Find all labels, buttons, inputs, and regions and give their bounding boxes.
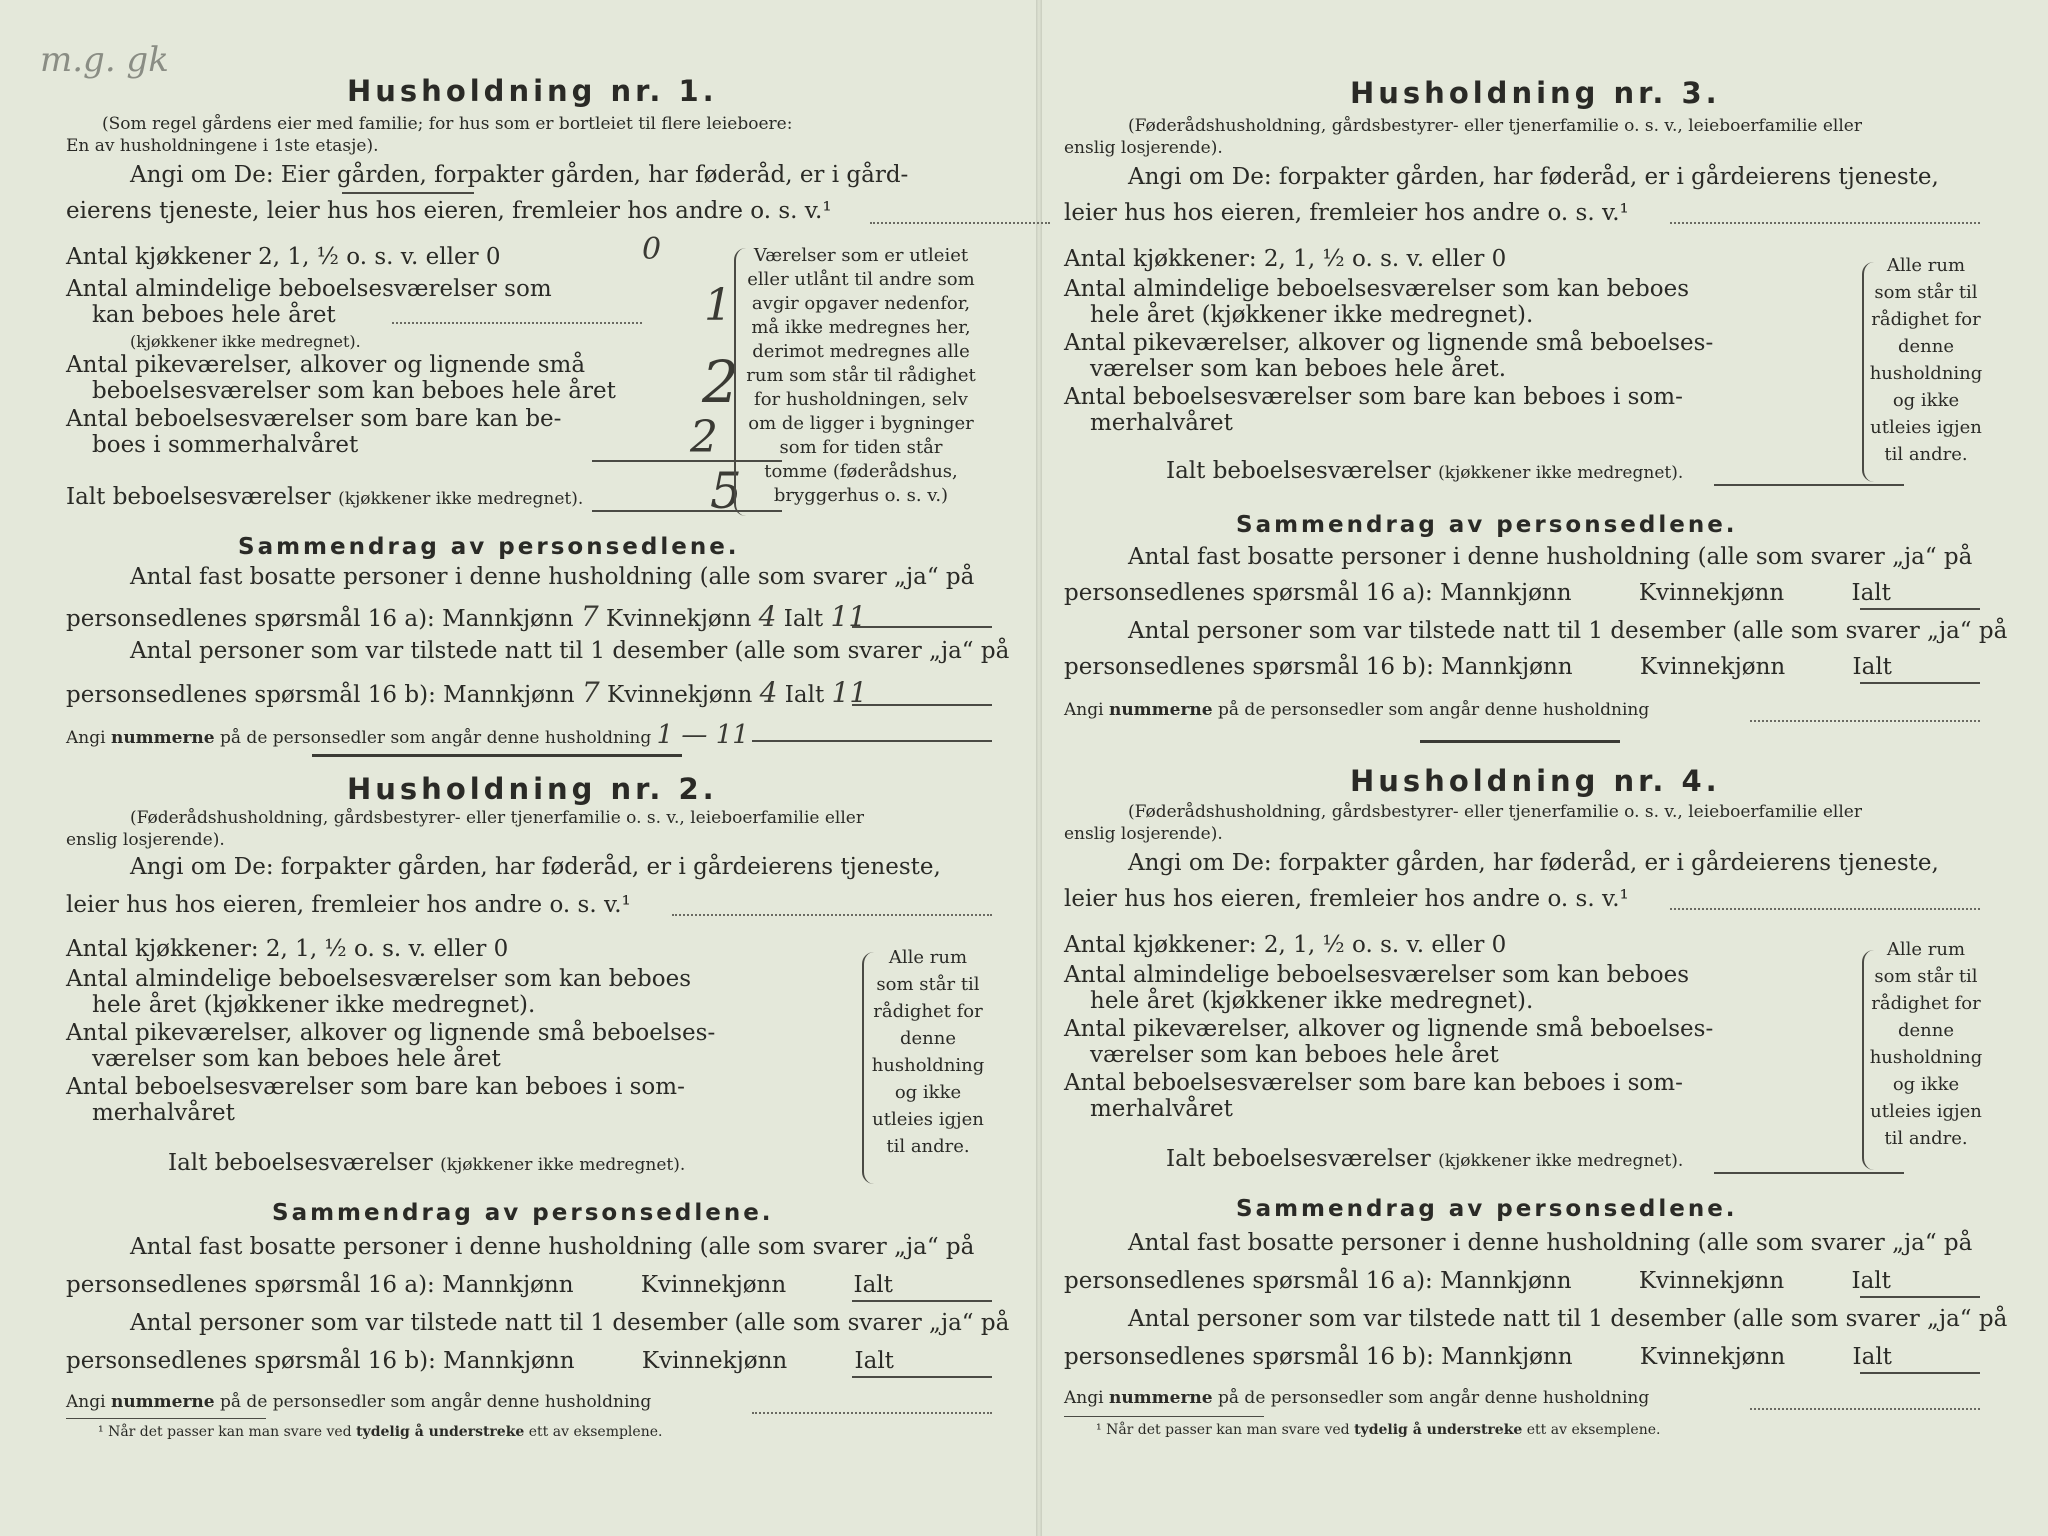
household-3-intro-1: (Føderådshusholdning, gårdsbestyrer- eller tjenerfamilie o. s. v., leieboerfamilie eller <box>1128 116 1862 136</box>
h1-fast-mann: Mannkjønn <box>442 606 574 632</box>
h4-side-note: Alle rum som står til rådighet for denne husholdning og ikke utleies igjen til andre. <box>1869 939 1983 1149</box>
h4-fast-2 <box>1064 1268 1891 1294</box>
h2-tilstede-mann: Mannkjønn <box>443 1348 575 1374</box>
household-3-title: Husholdning nr. 3. <box>1350 76 1721 110</box>
h2-tilstede-ialt: Ialt <box>854 1348 894 1374</box>
h1-nummer-bold: nummerne <box>110 728 215 748</box>
h4-fast-line <box>1860 1296 1980 1298</box>
h4-row-alm-2: hele året (kjøkkener ikke medregnet). <box>1090 988 1534 1014</box>
h3-row-alm-2: hele året (kjøkkener ikke medregnet). <box>1090 302 1534 328</box>
h3-total-note: (kjøkkener ikke medregnet). <box>1438 463 1684 483</box>
household-2-angi-2: leier hus hos eieren, fremleier hos andre o. s. v.¹ <box>66 892 631 918</box>
footnote-rule-left <box>66 1418 266 1419</box>
h3-total-label <box>1166 458 1683 484</box>
h3-tilstede-line <box>1860 682 1980 684</box>
h4-total-label <box>1166 1146 1683 1172</box>
h3-fast-2 <box>1064 580 1891 606</box>
household-4-angi-1: Angi om De: forpakter gården, har føderåd, er i gårdeierens tjeneste, <box>1128 850 1939 876</box>
h2-fast-1: Antal fast bosatte personer i denne husholdning (alle som svarer „ja“ på <box>130 1234 975 1260</box>
h4-fast-2-text: personsedlenes spørsmål 16 a): <box>1064 1268 1433 1294</box>
h2-row-alm-1: Antal almindelige beboelsesværelser som kan beboes <box>66 966 692 992</box>
footnote-rule-right <box>1064 1416 1264 1417</box>
h2-fast-kvinne: Kvinnekjønn <box>640 1272 787 1298</box>
footnote-left-pre: ¹ Når det passer kan man svare ved <box>98 1424 352 1440</box>
h3-fast-mann: Mannkjønn <box>1440 580 1572 606</box>
h4-tilstede-line <box>1860 1372 1980 1374</box>
h2-row-sommer-1: Antal beboelsesværelser som bare kan beboes i som- <box>66 1074 685 1100</box>
h1-tilstede-2-text: personsedlenes spørsmål 16 b): <box>66 682 436 708</box>
h3-ialt-line <box>1714 484 1904 486</box>
h4-tilstede-kvinne: Kvinnekjønn <box>1639 1344 1786 1370</box>
h4-nummer-dots <box>1750 1408 1980 1410</box>
h3-summary-title: Sammendrag av personsedlene. <box>1236 512 1738 538</box>
h3-tilstede-2-text: personsedlenes spørsmål 16 b): <box>1064 654 1434 680</box>
h1-nummer-post: på de personsedler som angår denne husholdning <box>220 728 652 748</box>
h1-brace <box>734 248 746 516</box>
h3-fast-2-text: personsedlenes spørsmål 16 a): <box>1064 580 1433 606</box>
h2-row-pike-2: værelser som kan beboes hele året <box>92 1046 501 1072</box>
h4-row-sommer-1: Antal beboelsesværelser som bare kan beboes i som- <box>1064 1070 1683 1096</box>
h3-row-pike-2: værelser som kan beboes hele året. <box>1090 356 1507 382</box>
h1-fast-1: Antal fast bosatte personer i denne husholdning (alle som svarer „ja“ på <box>130 564 975 590</box>
household-3-angi-2: leier hus hos eieren, fremleier hos andre o. s. v.¹ <box>1064 200 1629 226</box>
h1-row-pike-1: Antal pikeværelser, alkover og lignende små <box>66 352 586 378</box>
page-fold <box>1036 0 1042 1536</box>
h1-side-note: Værelser som er utleiet eller utlånt til andre som avgir opgaver nedenfor, må ikke medregnes her, derimot medregnes alle rum som står til rådighet for husholdningen, selv om de ligger i bygninger som for tiden står tomme (føderådshus, bryggerhus o. s. v.) <box>746 245 976 506</box>
h1-total-note: (kjøkkener ikke medregnet). <box>338 489 584 509</box>
h3-fast-line <box>1860 608 1980 610</box>
h1-k16a: 4 <box>758 600 777 633</box>
h4-fast-1: Antal fast bosatte personer i denne husholdning (alle som svarer „ja“ på <box>1128 1230 1973 1256</box>
h1-nummer-pre: Angi <box>66 728 106 748</box>
h4-summary-title: Sammendrag av personsedlene. <box>1236 1196 1738 1222</box>
h2-summary-title: Sammendrag av personsedlene. <box>272 1200 774 1226</box>
footnote-left-bold: tydelig å understreke <box>356 1424 525 1440</box>
h4-fast-mann: Mannkjønn <box>1440 1268 1572 1294</box>
h2-row-pike-1: Antal pikeværelser, alkover og lignende små beboelses- <box>66 1020 716 1046</box>
h3-separator <box>1420 740 1620 743</box>
h1-ialt-line <box>592 510 782 512</box>
h2-total-label <box>168 1150 685 1176</box>
h1-tilstede-kvinne: Kvinnekjønn <box>607 682 753 708</box>
h2-side-note: Alle rum som står til rådighet for denne husholdning og ikke utleies igjen til andre. <box>871 947 985 1157</box>
household-1-angi-2: eierens tjeneste, leier hus hos eieren, fremleier hos andre o. s. v.¹ <box>66 198 832 224</box>
h1-i16a: 11 <box>830 600 867 633</box>
h1-row-sommer-1: Antal beboelsesværelser som bare kan be- <box>66 406 562 432</box>
h3-row-pike-1: Antal pikeværelser, alkover og lignende små beboelses- <box>1064 330 1714 356</box>
h1-value-sommer: 2 <box>690 412 718 463</box>
h3-angi-dots <box>1670 222 1980 224</box>
h2-tilstede-2-text: personsedlenes spørsmål 16 b): <box>66 1348 436 1374</box>
h1-fast-2 <box>66 600 866 633</box>
footnote-right <box>1096 1422 1660 1438</box>
h1-value-ialt: 5 <box>710 462 742 520</box>
household-2-intro-2: enslig losjerende). <box>66 830 225 850</box>
h1-i16b: 11 <box>831 676 868 709</box>
h1-fast-line <box>852 626 992 628</box>
h4-nummer-pre: Angi <box>1064 1388 1104 1408</box>
h2-tilstede-line <box>852 1376 992 1378</box>
h4-tilstede-mann: Mannkjønn <box>1441 1344 1573 1370</box>
footnote-right-bold: tydelig å understreke <box>1354 1422 1523 1438</box>
h3-nummer-bold: nummerne <box>1108 700 1213 720</box>
h1-nummer-value: 1 — 11 <box>656 720 749 750</box>
footnote-left <box>98 1424 662 1440</box>
h3-tilstede-1: Antal personer som var tilstede natt til 1 desember (alle som svarer „ja“ på <box>1128 618 2008 644</box>
h4-total-text: Ialt beboelsesværelser <box>1166 1146 1431 1172</box>
h1-total-text: Ialt beboelsesværelser <box>66 484 331 510</box>
footnote-right-pre: ¹ Når det passer kan man svare ved <box>1096 1422 1350 1438</box>
h4-row-pike-1: Antal pikeværelser, alkover og lignende små beboelses- <box>1064 1016 1714 1042</box>
h2-fast-ialt: Ialt <box>853 1272 893 1298</box>
h2-nummer-post: på de personsedler som angår denne husholdning <box>220 1392 652 1412</box>
h4-nummer <box>1064 1388 1649 1408</box>
h1-tilstede-1: Antal personer som var tilstede natt til 1 desember (alle som svarer „ja“ på <box>130 638 1010 664</box>
h3-tilstede-2 <box>1064 654 1892 680</box>
h2-nummer-dots <box>752 1412 992 1414</box>
h4-nummer-post: på de personsedler som angår denne husholdning <box>1218 1388 1650 1408</box>
h4-row-pike-2: værelser som kan beboes hele året <box>1090 1042 1499 1068</box>
h3-nummer-post: på de personsedler som angår denne husholdning <box>1218 700 1650 720</box>
household-4-title: Husholdning nr. 4. <box>1350 764 1721 798</box>
eier-underline <box>342 192 474 194</box>
h1-fast-ialt: Ialt <box>783 606 824 632</box>
household-4-intro-1: (Føderådshusholdning, gårdsbestyrer- eller tjenerfamilie o. s. v., leieboerfamilie eller <box>1128 802 1862 822</box>
household-2-angi-1: Angi om De: forpakter gården, har føderåd, er i gårdeierens tjeneste, <box>130 854 941 880</box>
footnote-left-post: ett av eksemplene. <box>528 1424 663 1440</box>
h2-nummer-pre: Angi <box>66 1392 106 1412</box>
h2-row-alm-2: hele året (kjøkkener ikke medregnet). <box>92 992 536 1018</box>
h2-tilstede-kvinne: Kvinnekjønn <box>641 1348 788 1374</box>
h2-fast-line <box>852 1300 992 1302</box>
h1-tilstede-line <box>852 704 992 706</box>
h3-row-sommer-1: Antal beboelsesværelser som bare kan beboes i som- <box>1064 384 1683 410</box>
footnote-right-post: ett av eksemplene. <box>1526 1422 1661 1438</box>
household-2-intro-1: (Føderådshusholdning, gårdsbestyrer- eller tjenerfamilie o. s. v., leieboerfamilie eller <box>130 808 864 828</box>
h1-row-alm-note: (kjøkkener ikke medregnet). <box>130 332 361 351</box>
household-4-angi-2: leier hus hos eieren, fremleier hos andre o. s. v.¹ <box>1064 886 1629 912</box>
h3-nummer <box>1064 700 1649 720</box>
household-1-intro-2: En av husholdningene i 1ste etasje). <box>66 136 379 156</box>
h1-value-kjokkener: 0 <box>642 232 662 267</box>
h1-tilstede-ialt: Ialt <box>784 682 825 708</box>
h4-angi-dots <box>1670 908 1980 910</box>
h1-fast-kvinne: Kvinnekjønn <box>606 606 752 632</box>
h3-fast-1: Antal fast bosatte personer i denne husholdning (alle som svarer „ja“ på <box>1128 544 1973 570</box>
h1-row-kjokkener: Antal kjøkkener 2, 1, ½ o. s. v. eller 0 <box>66 244 501 270</box>
h1-value-alm: 1 <box>704 280 732 331</box>
h1-nummer-line <box>752 740 992 742</box>
h2-fast-2 <box>66 1272 893 1298</box>
h3-nummer-dots <box>1750 720 1980 722</box>
h1-total-label <box>66 484 583 510</box>
h2-angi-dots <box>672 914 992 916</box>
h4-fast-ialt: Ialt <box>1851 1268 1891 1294</box>
h4-tilstede-2-text: personsedlenes spørsmål 16 b): <box>1064 1344 1434 1370</box>
h3-total-text: Ialt beboelsesværelser <box>1166 458 1431 484</box>
household-1-angi-1: Angi om De: Eier gården, forpakter gården, har føderåd, er i gård- <box>130 162 909 188</box>
h4-row-alm-1: Antal almindelige beboelsesværelser som kan beboes <box>1064 962 1690 988</box>
h2-nummer-bold: nummerne <box>110 1392 215 1412</box>
h1-fast-2-text: personsedlenes spørsmål 16 a): <box>66 606 435 632</box>
h1-m16b: 7 <box>581 676 600 709</box>
h1-row-alm-2: kan beboes hele året <box>92 302 336 328</box>
h2-total-text: Ialt beboelsesværelser <box>168 1150 433 1176</box>
h2-total-note: (kjøkkener ikke medregnet). <box>440 1155 686 1175</box>
h4-ialt-line <box>1714 1172 1904 1174</box>
h4-tilstede-ialt: Ialt <box>1852 1344 1892 1370</box>
h3-tilstede-ialt: Ialt <box>1852 654 1892 680</box>
h2-row-sommer-2: merhalvåret <box>92 1100 235 1126</box>
h2-tilstede-1: Antal personer som var tilstede natt til 1 desember (alle som svarer „ja“ på <box>130 1310 1010 1336</box>
h1-row-sommer-2: boes i sommerhalvåret <box>92 432 359 458</box>
household-2-title: Husholdning nr. 2. <box>347 772 718 806</box>
h3-fast-kvinne: Kvinnekjønn <box>1638 580 1785 606</box>
h2-fast-mann: Mannkjønn <box>442 1272 574 1298</box>
h2-nummer <box>66 1392 651 1412</box>
h1-k16b: 4 <box>759 676 778 709</box>
h1-row-alm-1: Antal almindelige beboelsesværelser som <box>66 276 552 302</box>
h4-row-sommer-2: merhalvåret <box>1090 1096 1233 1122</box>
h1-separator <box>312 754 682 757</box>
h3-side-note: Alle rum som står til rådighet for denne husholdning og ikke utleies igjen til andre. <box>1869 255 1983 465</box>
corner-pencil-note: m.g. gk <box>40 40 169 80</box>
h3-row-kjokkener: Antal kjøkkener: 2, 1, ½ o. s. v. eller 0 <box>1064 246 1507 272</box>
h2-row-kjokkener: Antal kjøkkener: 2, 1, ½ o. s. v. eller 0 <box>66 936 509 962</box>
h4-total-note: (kjøkkener ikke medregnet). <box>1438 1151 1684 1171</box>
h1-value-pike: 2 <box>702 348 739 416</box>
h1-nummer <box>66 720 749 750</box>
h2-tilstede-2 <box>66 1348 894 1374</box>
household-3-intro-2: enslig losjerende). <box>1064 138 1223 158</box>
h1-summary-title: Sammendrag av personsedlene. <box>238 534 740 560</box>
household-3-angi-1: Angi om De: forpakter gården, har føderåd, er i gårdeierens tjeneste, <box>1128 164 1939 190</box>
h3-row-alm-1: Antal almindelige beboelsesværelser som kan beboes <box>1064 276 1690 302</box>
h3-nummer-pre: Angi <box>1064 700 1104 720</box>
h3-row-sommer-2: merhalvåret <box>1090 410 1233 436</box>
household-4-intro-2: enslig losjerende). <box>1064 824 1223 844</box>
h1-tilstede-mann: Mannkjønn <box>443 682 575 708</box>
h1-alm-dots <box>392 322 642 324</box>
h2-fast-2-text: personsedlenes spørsmål 16 a): <box>66 1272 435 1298</box>
h3-tilstede-mann: Mannkjønn <box>1441 654 1573 680</box>
household-1-intro-1: (Som regel gårdens eier med familie; for hus som er bortleiet til flere leieboere: <box>102 114 793 134</box>
household-1-title: Husholdning nr. 1. <box>347 74 718 108</box>
h3-tilstede-kvinne: Kvinnekjønn <box>1639 654 1786 680</box>
h1-tilstede-2 <box>66 676 867 709</box>
h4-tilstede-2 <box>1064 1344 1892 1370</box>
h4-tilstede-1: Antal personer som var tilstede natt til 1 desember (alle som svarer „ja“ på <box>1128 1306 2008 1332</box>
angi-fill-line <box>870 222 1050 224</box>
h4-fast-kvinne: Kvinnekjønn <box>1638 1268 1785 1294</box>
h4-nummer-bold: nummerne <box>1108 1388 1213 1408</box>
h4-row-kjokkener: Antal kjøkkener: 2, 1, ½ o. s. v. eller 0 <box>1064 932 1507 958</box>
h3-fast-ialt: Ialt <box>1851 580 1891 606</box>
h1-row-pike-2: beboelsesværelser som kan beboes hele året <box>92 378 616 404</box>
h1-m16a: 7 <box>580 600 599 633</box>
